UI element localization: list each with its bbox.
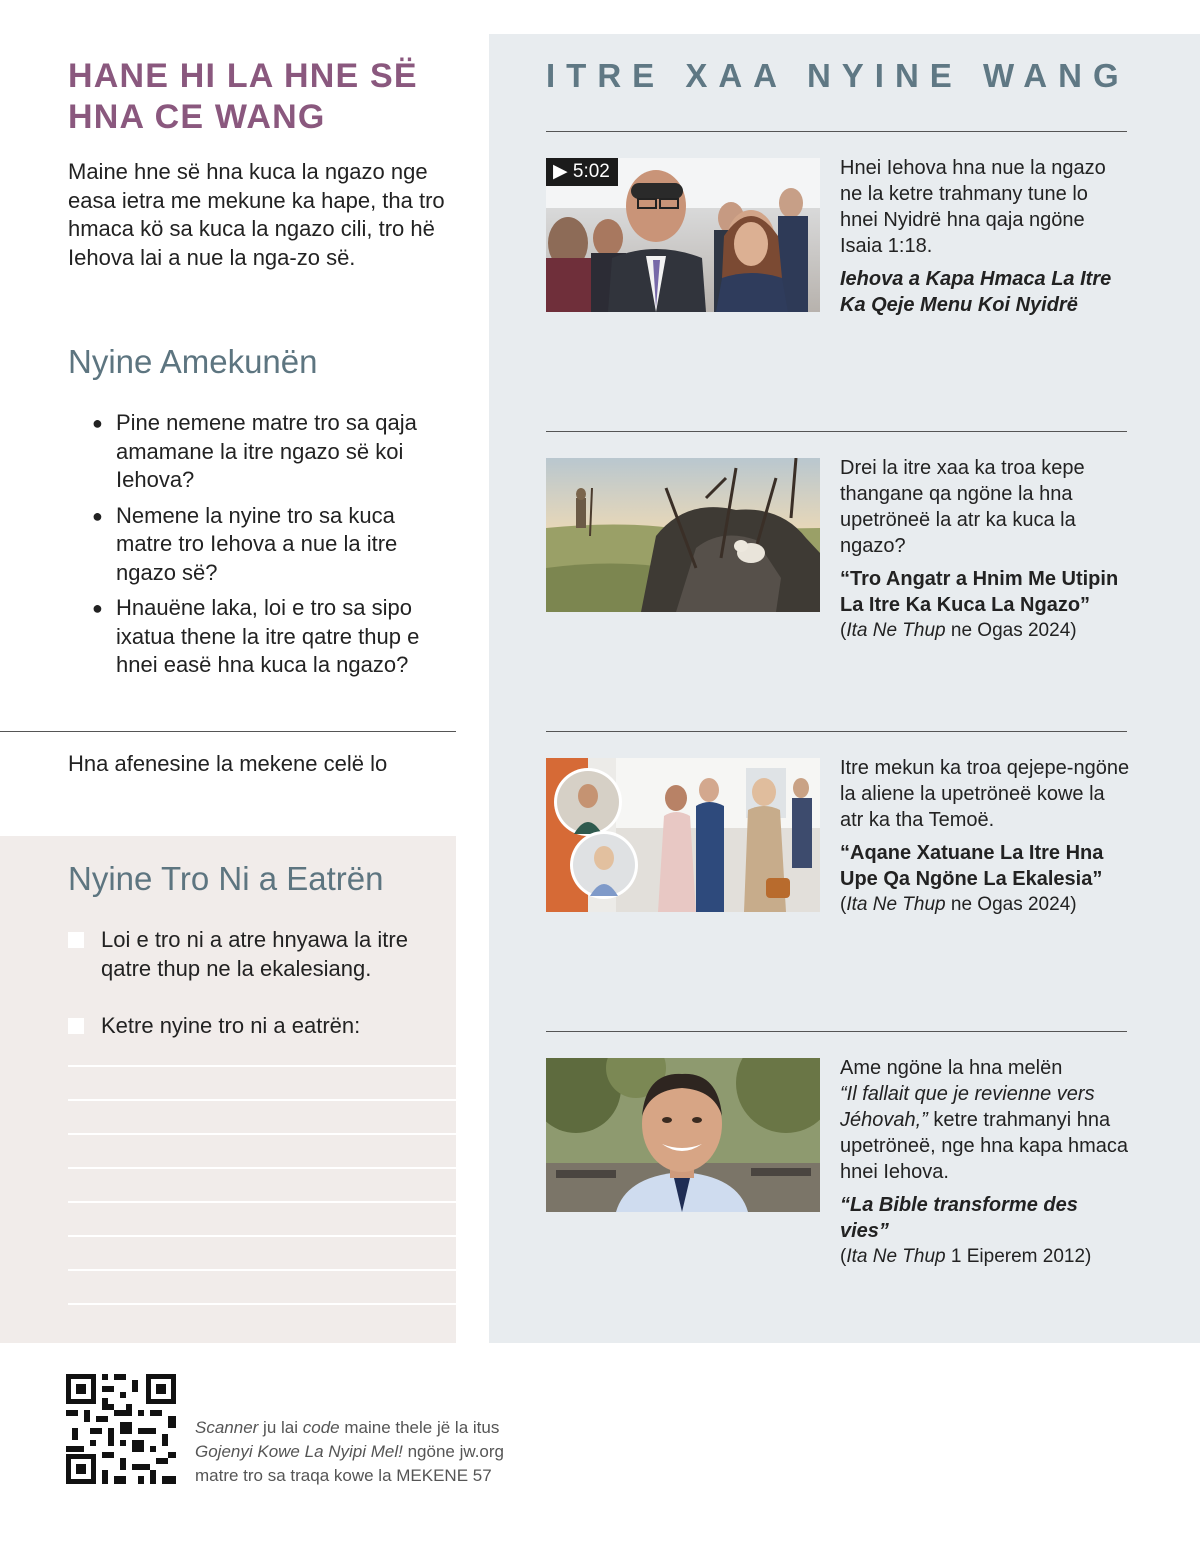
shepherd-lamb-painting [546,458,820,612]
entry-source: (Ita Ne Thup 1 Eiperem 2012) [840,1246,1092,1267]
entry-source: (Ita Ne Thup ne Ogas 2024) [840,894,1077,915]
entry-link[interactable]: “Tro Angatr a Hnim Me Utipin La Itre Ka Kuca La Ngazo” [840,568,1119,616]
questions-heading: Nyine Amekunën [68,343,318,380]
bullet-icon: ● [92,505,103,526]
congregation-greeting-image [546,758,820,912]
writing-line[interactable] [68,1065,456,1067]
related-heading: ITRE XAA NYINE WANG [546,57,1130,94]
entry-link[interactable]: Iehova a Kapa Hmaca La Itre Ka Qeje Menu Koi Nyidrë [840,268,1112,316]
writing-line[interactable] [68,1167,456,1169]
question-item: ● Pine nemene matre tro sa qaja amamane la itre ngazo së koi Iehova? [92,410,417,492]
activity-heading: Nyine Tro Ni a Eatrën [68,860,384,897]
writing-line[interactable] [68,1201,456,1203]
related-entry-text [840,155,1130,318]
divider [0,731,456,732]
questions-list [92,409,452,687]
writing-line[interactable] [68,1303,456,1305]
question-item: ● Hnauëne laka, loi e tro sa sipo ixatua thene la itre qatre thup e hnei easë hna kuca la ngazo? [92,595,420,677]
entry-description: Ame ngöne la hna melën “Il fallait que je revienne vers Jéhovah,” ketre trahmanyi hna upetröneë, nge hna kapa hmaca hnei Iehova. [840,1057,1128,1183]
footer-note: Scanner ju lai code maine thele jë la itus Gojenyi Kowe La Nyipi Mel! ngöne jw.org matre tro sa traqa kowe la MEKENE 57 [195,1418,505,1485]
smiling-man-portrait [546,1058,820,1212]
entry-description: Hnei Iehova hna nue la ngazo ne la ketre trahmany tune lo hnei Nyidrë hna qaja ngöne Isaia 1:18. [840,157,1106,257]
entry-description: Itre mekun ka troa qejepe-ngöne la aliene la upetröneë kowe la atr ka tha Temoë. [840,757,1130,831]
article-thumbnail[interactable] [546,458,820,612]
page-title [68,56,468,138]
question-item: ● Nemene la nyine tro sa kuca matre tro Iehova a nue la itre ngazo së? [92,502,398,585]
page-title-line-1: HANE HI LA HNE SË [68,57,418,95]
qr-code-icon[interactable] [66,1374,176,1484]
entry-source: (Ita Ne Thup ne Ogas 2024) [840,620,1077,641]
bullet-icon: ● [92,413,103,433]
activity-box [0,836,456,1343]
bullet-icon: ● [92,598,103,618]
video-duration: ▶ 5:02 [546,158,618,186]
checkbox[interactable] [68,1018,84,1034]
intro-paragraph: Maine hne së hna kuca la ngazo nge easa ietra me mekune ka hape, tha tro hmaca kö sa kuca la ngazo cili, tro hë Iehova lai a nue la nga-zo së. [68,159,445,270]
article-thumbnail[interactable] [546,758,820,912]
entry-link[interactable]: “Aqane Xatuane La Itre Hna Upe Qa Ngöne La Ekalesia” [840,842,1104,890]
checklist-item[interactable]: Ketre nyine tro ni a eatrën: [68,1012,448,1041]
video-thumbnail[interactable] [546,158,820,312]
qr-code-graphic [66,1374,176,1484]
divider [546,731,1127,732]
entry-description: Drei la itre xaa ka troa kepe thangane qa ngöne la hna upetröneë la atr ka kuca la ngazo? [840,457,1085,557]
article-thumbnail[interactable] [546,1058,820,1212]
checkbox[interactable] [68,932,84,948]
related-entry-text [840,755,1130,918]
divider [546,431,1127,432]
divider [546,131,1127,132]
page-title-line-2: HNA CE WANG [68,98,326,136]
notes-label: Hna afenesine la mekene celë lo [68,751,388,776]
checklist-item[interactable]: Loi e tro ni a atre hnyawa la itre qatre thup ne la ekalesiang. [68,926,448,983]
related-entry-text [840,455,1130,644]
writing-line[interactable] [68,1133,456,1135]
entry-link[interactable]: “La Bible transforme des vies” [840,1194,1078,1242]
writing-line[interactable] [68,1269,456,1271]
divider [546,1031,1127,1032]
related-entry-text [840,1055,1130,1270]
writing-line[interactable] [68,1235,456,1237]
writing-line[interactable] [68,1099,456,1101]
